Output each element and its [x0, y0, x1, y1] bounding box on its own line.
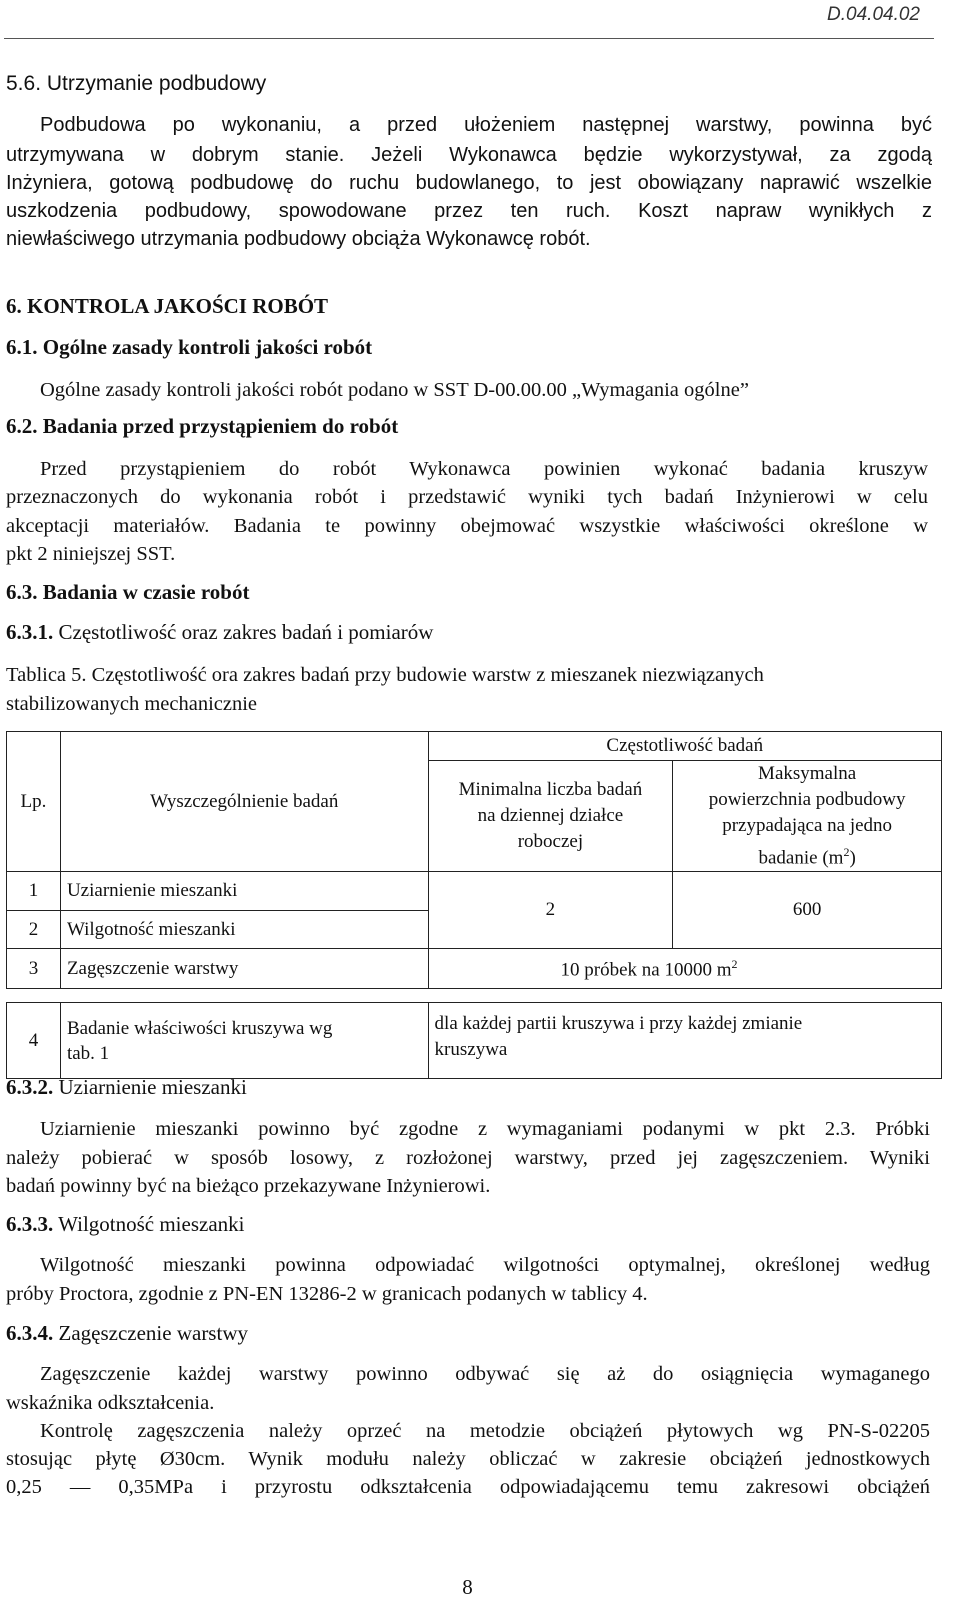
sec634-line-2: wskaźnika odkształcenia.: [6, 1392, 215, 1414]
head-min-line-2: na dziennej działce: [477, 805, 624, 827]
head-max-line-3: przypadająca na jedno: [722, 815, 893, 836]
section-6-3-4-number: 6.3.4.: [6, 1321, 54, 1345]
table-gap: [7, 989, 942, 1003]
rows12-max: 600: [673, 872, 942, 949]
section-6-3-3-heading: [6, 1212, 245, 1237]
section-6-3-title: 6.3. Badania w czasie robót: [6, 580, 250, 604]
sec62-line-4: pkt 2 niniejszej SST.: [6, 543, 176, 565]
table-row: [7, 949, 942, 989]
sec633-line-2: próby Proctora, zgodnie z PN-EN 13286-2 w granicach podanych w tablicy 4.: [6, 1283, 648, 1305]
head-max-close: ): [849, 847, 856, 869]
row-3-value-text: 10 próbek na 10000 m: [560, 958, 732, 980]
sec56-line-2: utrzymywana w dobrym stanie. Jeżeli Wykonawca będzie wykorzystywał, za zgodą: [6, 144, 932, 166]
sec634-line-5: 0,25 — 0,35MPa i przyrostu odkształcenia odpowiadającemu temu zakresowi obciążeń: [6, 1476, 930, 1498]
row-4-name-line-1: Badanie właściwości kruszywa wg: [66, 1017, 333, 1039]
row-4-value-line-1: dla każdej partii kruszywa i przy każdej zmianie: [434, 1013, 803, 1035]
head-max-unit: badanie (m: [758, 847, 844, 869]
row-4-name: [60, 1003, 428, 1079]
sec61-line: Ogólne zasady kontroli jakości robót podano w SST D-00.00.00 „Wymagania ogólne”: [40, 379, 749, 401]
row-2-lp: 2: [7, 911, 61, 949]
sec632-line-2: należy pobierać w sposób losowy, z rozłożonej warstwy, przed jej zagęszczeniem. Wyniki: [6, 1147, 930, 1169]
header-rule: [4, 38, 934, 39]
sec634-line-3: Kontrolę zagęszczenia należy oprzeć na metodzie obciążeń płytowych wg PN-S-02205: [40, 1420, 930, 1442]
table5: [6, 731, 942, 1079]
table5-head-max-area: [673, 761, 942, 872]
page-number: 8: [462, 1575, 473, 1599]
row-4-value-line-2: kruszywa: [434, 1039, 508, 1061]
table5-caption-line-1: Tablica 5. Częstotliwość ora zakres badań przy budowie warstw z mieszanek niezwiązanych: [6, 664, 764, 686]
head-max-sup: 2: [843, 845, 850, 859]
row-3-name: Zagęszczenie warstwy: [60, 949, 428, 989]
sec634-line-1: Zagęszczenie każdej warstwy powinno odbywać się aż do osiągnięcia wymaganego: [40, 1363, 930, 1385]
section-6-title: 6. KONTROLA JAKOŚCI ROBÓT: [6, 294, 329, 318]
row-3-sup: 2: [731, 956, 738, 971]
table5-caption-line-2: stabilizowanych mechanicznie: [6, 693, 258, 715]
row-4-value: [428, 1003, 941, 1079]
row-4-lp: 4: [7, 1003, 61, 1079]
head-min-line-1: Minimalna liczba badań: [458, 779, 643, 801]
row-1-name: Uziarnienie mieszanki: [60, 872, 428, 911]
sec62-line-1: Przed przystąpieniem do robót Wykonawca powinien wykonać badania kruszyw: [40, 458, 928, 480]
table5-head-item: Wyszczególnienie badań: [60, 732, 428, 872]
sec56-line-1: Podbudowa po wykonaniu, a przed ułożeniem następnej warstwy, powinna być: [40, 114, 932, 136]
section-5-6-title: 5.6. Utrzymanie podbudowy: [6, 72, 267, 95]
section-6-1-title: 6.1. Ogólne zasady kontroli jakości robót: [6, 335, 373, 359]
head-max-line-1: Maksymalna: [758, 763, 857, 784]
section-6-3-4-heading: [6, 1321, 248, 1346]
row-3-value: [428, 949, 941, 989]
section-6-3-4-text: Zagęszczenie warstwy: [58, 1321, 248, 1345]
section-6-3-2-number: 6.3.2.: [6, 1075, 54, 1099]
row-4-name-line-2: tab. 1: [66, 1042, 110, 1064]
head-max-line-2: powierzchnia podbudowy: [708, 789, 906, 810]
table5-head-frequency: Częstotliwość badań: [428, 732, 941, 761]
head-max-line-4: [673, 839, 941, 871]
document-code: D.04.04.02: [827, 4, 920, 25]
sec56-line-5: niewłaściwego utrzymania podbudowy obciąża Wykonawcę robót.: [6, 228, 591, 250]
section-6-3-1-number: 6.3.1.: [6, 620, 54, 644]
section-6-3-3-number: 6.3.3.: [6, 1212, 54, 1236]
section-6-3-2-heading: [6, 1075, 247, 1100]
row-1-lp: 1: [7, 872, 61, 911]
table5-head-min-count: [428, 761, 673, 872]
section-6-3-3-text: Wilgotność mieszanki: [58, 1212, 245, 1236]
head-min-line-3: roboczej: [517, 831, 584, 853]
sec633-line-1: Wilgotność mieszanki powinna odpowiadać wilgotności optymalnej, określonej według: [40, 1254, 930, 1276]
section-6-3-2-text: Uziarnienie mieszanki: [58, 1075, 247, 1099]
row-2-name: Wilgotność mieszanki: [60, 911, 428, 949]
sec632-line-3: badań powinny być na bieżąco przekazywane Inżynierowi.: [6, 1175, 491, 1197]
sec56-line-4: uszkodzenia podbudowy, spowodowane przez ten ruch. Koszt napraw wynikłych z: [6, 200, 932, 222]
row-3-lp: 3: [7, 949, 61, 989]
table5-head-lp: Lp.: [7, 732, 61, 872]
sec632-line-1: Uziarnienie mieszanki powinno być zgodne z wymaganiami podanymi w pkt 2.3. Próbki: [40, 1118, 930, 1140]
table-row: [7, 872, 942, 911]
sec56-line-3: Inżyniera, gotową podbudowę do ruchu budowlanego, to jest obowiązany naprawić wszelkie: [6, 172, 932, 194]
section-6-2-title: 6.2. Badania przed przystąpieniem do robót: [6, 414, 399, 438]
section-6-3-1-text: Częstotliwość oraz zakres badań i pomiarów: [58, 620, 434, 644]
sec62-line-2: przeznaczonych do wykonania robót i przedstawić wyniki tych badań Inżynierowi w celu: [6, 486, 928, 508]
sec634-line-4: stosując płytę Ø30cm. Wynik modułu należy obliczać w zakresie obciążeń jednostkowych: [6, 1448, 930, 1470]
rows12-min: 2: [428, 872, 673, 949]
sec62-line-3: akceptacji materiałów. Badania te powinny obejmować wszystkie właściwości określone w: [6, 515, 928, 537]
section-6-3-1-heading: [6, 620, 433, 645]
table-row: [7, 1003, 942, 1079]
